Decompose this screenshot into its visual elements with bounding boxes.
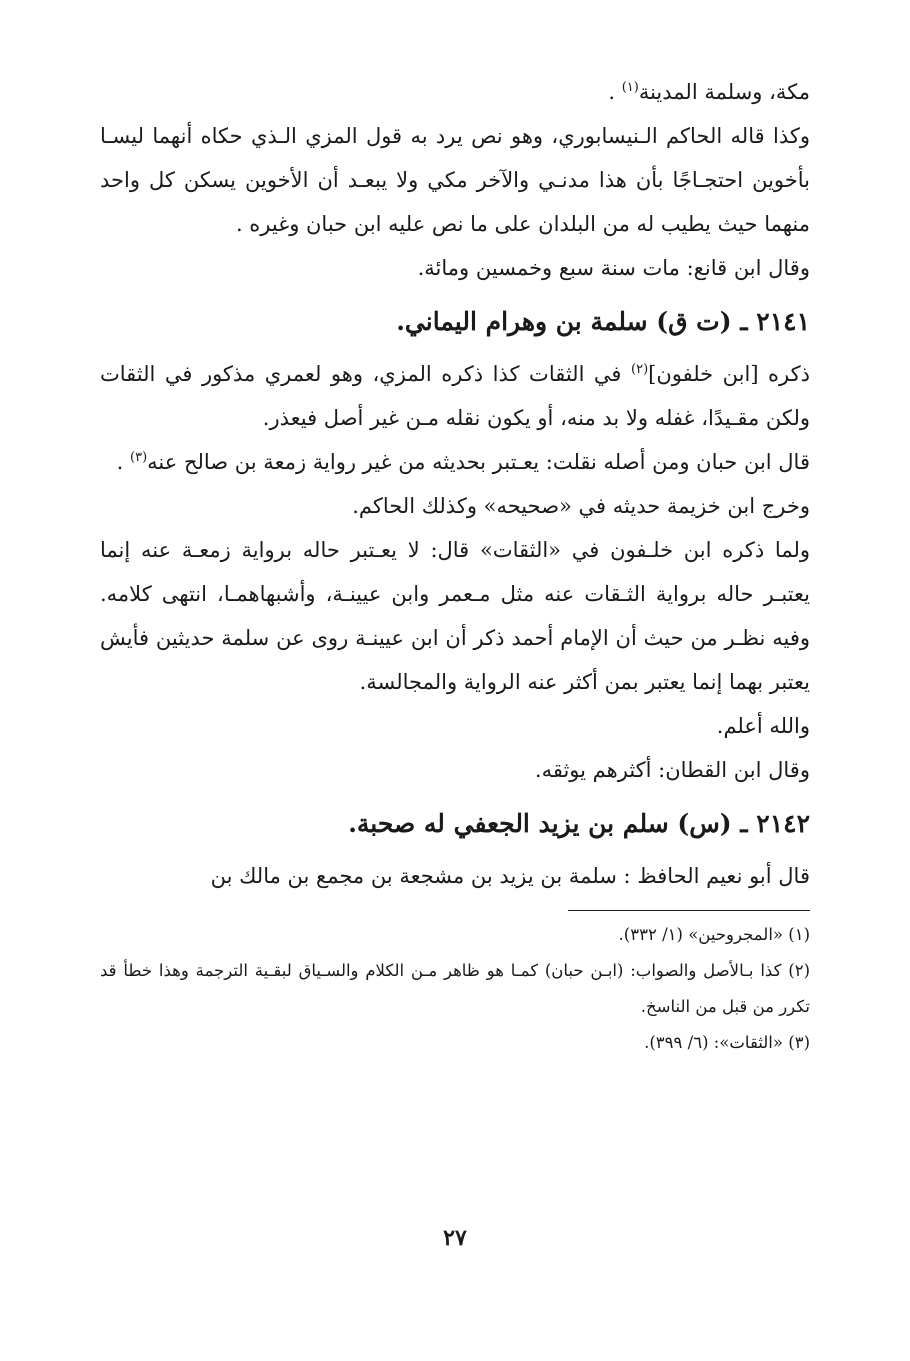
text-run: ٢١٤٢ ـ (س) سلم بن يزيد الجعفي له صحبة. (348, 809, 810, 838)
body-paragraph (100, 246, 810, 290)
text-run: ولما ذكره ابن خلـفون في «الثقات» قال: لا يعـتبر حاله برواية زمعـة عنه إنما يعتبـر حاله برواية الثـقات عنه مثل مـعمر وابن عيينـة، وأشبهاهمـا، انتهى كلامه. وفيه نظـر من حيث أن الإمام أحمد ذكر أن ابن عيينـة روى عن سلمة حديثين فأيش يعتبر بهما إنما يعتبر بمن أكثر عنه الرواية والمجالسة. (100, 538, 810, 694)
text-run: وخرج ابن خزيمة حديثه في «صحيحه» وكذلك الحاكم. (352, 494, 810, 518)
page-number: ٢٧ (443, 1225, 467, 1251)
text-run: ٢١٤١ ـ (ت ق) سلمة بن وهرام اليماني. (396, 307, 810, 336)
footnote-marker[interactable]: (٣) (130, 450, 148, 465)
body-paragraph (100, 748, 810, 792)
text-run: في الثقات كذا ذكره المزي، وهو لعمري مذكور في الثقات ولكن مقـيدًا، غفله ولا بد منه، أو يكون نقله مـن غير أصل فيعذر. (100, 362, 810, 430)
footnote-separator (568, 910, 810, 911)
footnotes (100, 917, 810, 1061)
text-run: . (608, 80, 622, 104)
text-run: وقال ابن القطان: أكثرهم يوثقه. (534, 758, 810, 782)
footnote: (٣) «الثقات»: (٦/ ٣٩٩). (644, 1033, 810, 1052)
footnote: (٢) كذا بـالأصل والصواب: (ابـن حبان) كمـا هو ظاهر مـن الكلام والسـياق لبقـية الترجمة وهذا خطأ قد تكرر من قبل من الناسخ. (100, 961, 810, 1016)
body-paragraph (100, 528, 810, 704)
entry-heading (100, 800, 810, 848)
body-paragraph (100, 854, 810, 898)
body-paragraph (100, 440, 810, 484)
text-run: مكة، وسلمة المدينة (638, 80, 810, 104)
body-text (100, 70, 810, 898)
text-run: والله أعلم. (716, 714, 810, 738)
text-run: . (116, 450, 130, 474)
body-paragraph (100, 704, 810, 748)
text-run: ذكره [ابن خلفون] (648, 362, 810, 386)
body-paragraph (100, 114, 810, 246)
body-paragraph (100, 352, 810, 440)
text-run: وقال ابن قانع: مات سنة سبع وخمسين ومائة. (417, 256, 810, 280)
body-paragraph (100, 70, 810, 114)
footnote-marker[interactable]: (١) (621, 80, 639, 95)
entry-heading (100, 298, 810, 346)
text-run: وكذا قاله الحاكم الـنيسابوري، وهو نص يرد به قول المزي الـذي حكاه أنهما ليسـا بأخوين احتجـاجًا بأن هذا مدنـي والآخر مكي ولا يبعـد أن الأخوين يسكن كل واحد منهما حيث يطيب له من البلدان على ما نص عليه ابن حبان وغيره . (100, 124, 810, 236)
footnote-marker[interactable]: (٢) (631, 362, 649, 377)
body-paragraph (100, 484, 810, 528)
footnote: (١) «المجروحين» (١/ ٣٣٢). (618, 925, 810, 944)
text-run: قال أبو نعيم الحافظ : سلمة بن يزيد بن مشجعة بن مجمع بن مالك بن (210, 864, 810, 888)
text-run: قال ابن حبان ومن أصله نقلت: يعـتبر بحديثه من غير رواية زمعة بن صالح عنه (147, 450, 810, 474)
